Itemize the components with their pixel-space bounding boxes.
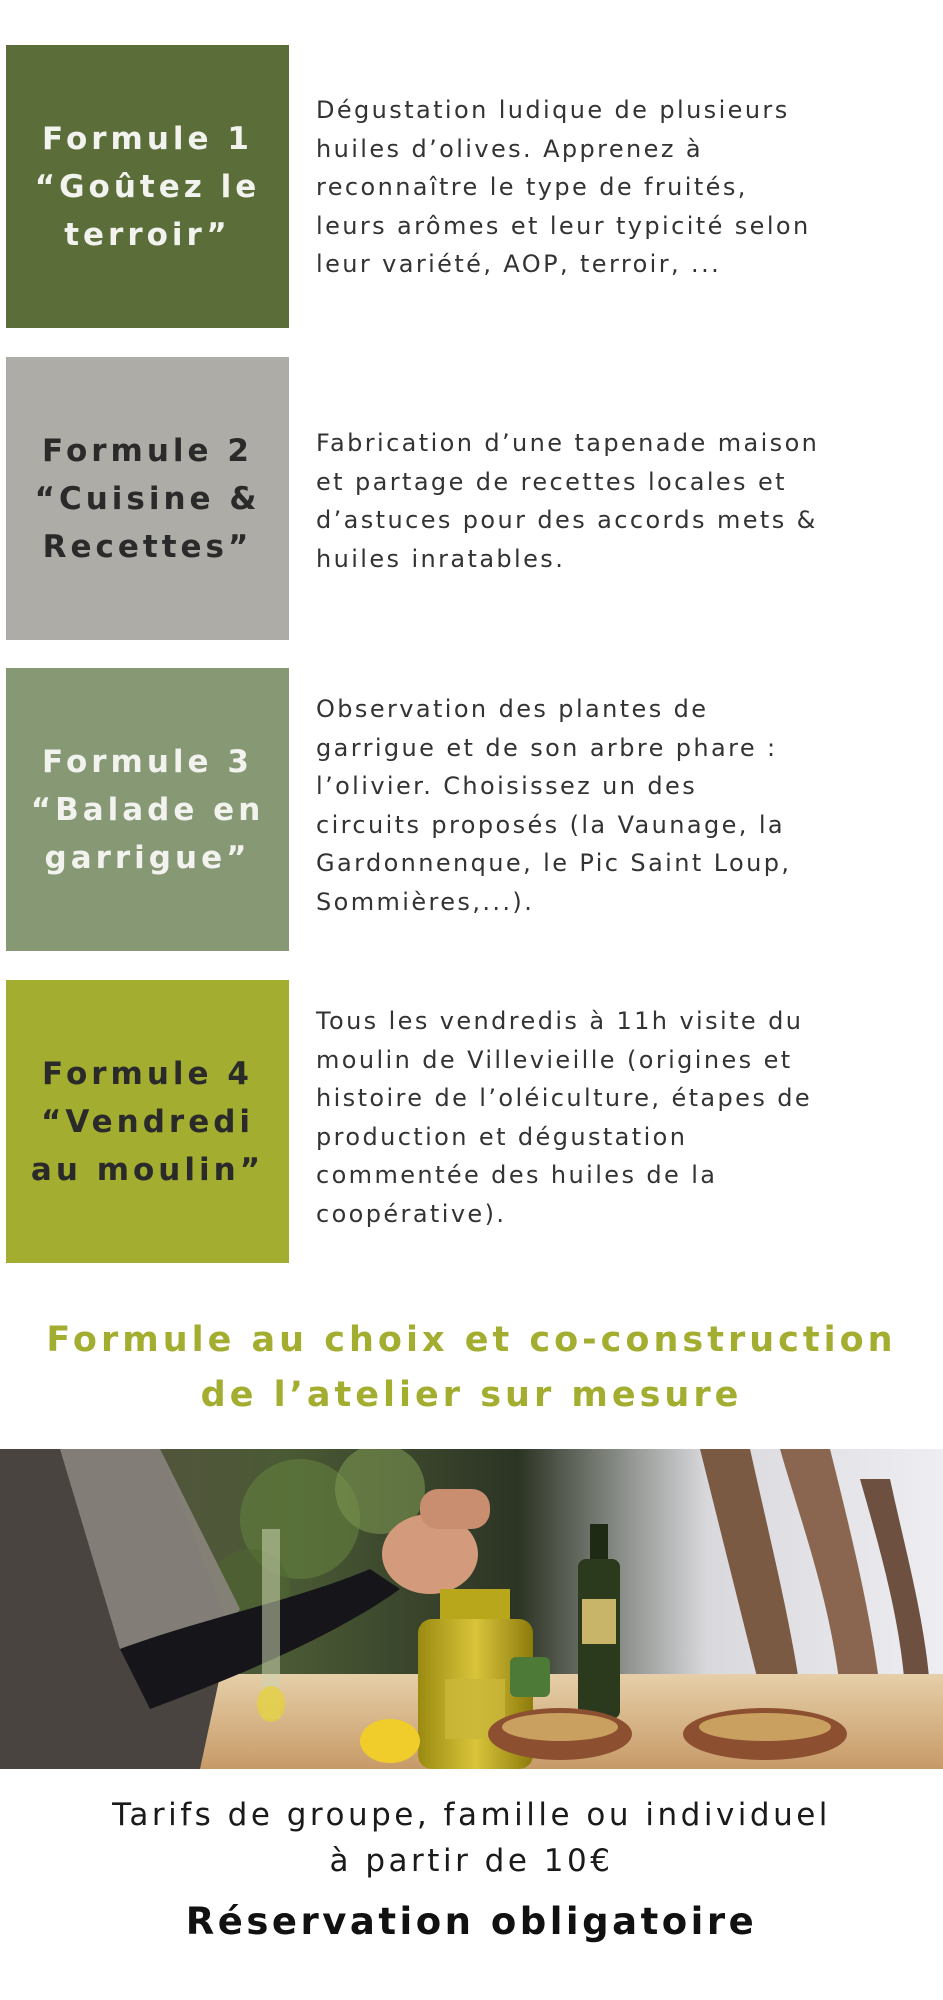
olive-oil-tasting-photo	[0, 1449, 943, 1769]
formule-4-row	[6, 980, 936, 1263]
pricing-text: Tarifs de groupe, famille ou individuel à partir de 10€	[112, 1797, 831, 1879]
reservation-notice: Réservation obligatoire	[185, 1900, 758, 1943]
formule-4-box	[6, 980, 289, 1263]
formule-3-title: Formule 3 “Balade en garrigue”	[30, 743, 265, 876]
formule-3-box	[6, 668, 289, 951]
formule-1-box	[6, 45, 289, 328]
formule-1-description: Dégustation ludique de plusieurs huiles d’olives. Apprenez à reconnaître le type de fruités, leurs arômes et leur typicité selon leur variété, AOP, terroir, ...	[316, 96, 811, 279]
formule-2-description: Fabrication d’une tapenade maison et partage de recettes locales et d’astuces pour des accords mets & huiles inratables.	[316, 429, 820, 573]
formule-1-row	[6, 45, 936, 328]
formule-1-title: Formule 1 “Goûtez le terroir”	[34, 120, 261, 253]
formule-4-title: Formule 4 “Vendredi au moulin”	[30, 1055, 265, 1188]
formule-3-description: Observation des plantes de garrigue et de son arbre phare : l’olivier. Choisissez un des circuits proposés (la Vaunage, la Gardonnenque, le Pic Saint Loup, Sommières,...).	[316, 695, 792, 916]
custom-workshop-headline: Formule au choix et co-construction de l’atelier sur mesure	[46, 1320, 897, 1415]
formule-3-row	[6, 668, 936, 951]
formule-4-description: Tous les vendredis à 11h visite du moulin de Villevieille (origines et histoire de l’oléiculture, étapes de production et dégustation commentée des huiles de la coopérative).	[316, 1007, 813, 1228]
formule-2-row	[6, 357, 936, 640]
formule-2-title: Formule 2 “Cuisine & Recettes”	[34, 432, 261, 565]
formule-2-box	[6, 357, 289, 640]
